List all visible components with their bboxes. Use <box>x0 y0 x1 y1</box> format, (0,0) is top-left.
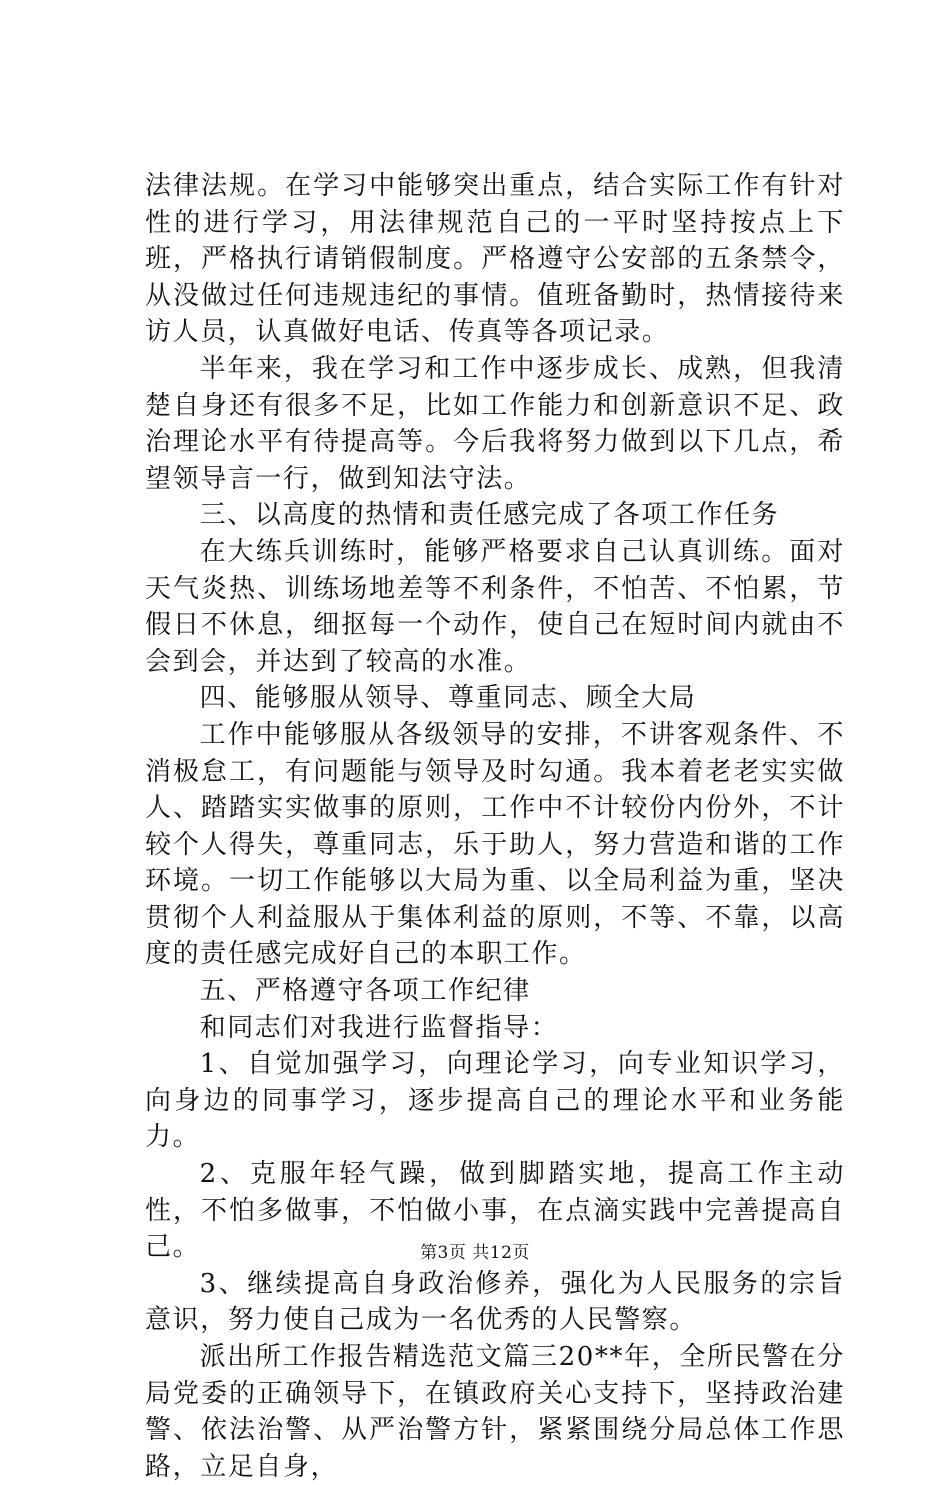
paragraph-training: 在大练兵训练时，能够严格要求自己认真训练。面对天气炎热、训练场地差等不利条件，不怕苦、不怕累，节假日不休息，细抠每一个动作，使自己在短时间内就由不会到会，并达到了较高的水准。 <box>145 536 845 677</box>
paragraph-report-article-three: 派出所工作报告精选范文篇三20**年，全所民警在分局党委的正确领导下，在镇政府关心支持下，坚持政治建警、依法治警、从严治警方针，紧紧围绕分局总体工作思路，立足自身， <box>145 1342 845 1482</box>
section-heading-three: 三、以高度的热情和责任感完成了各项工作任务 <box>199 500 780 531</box>
document-body <box>145 168 845 1485</box>
list-item-2: 2、克服年轻气躁，做到脚踏实地，提高工作主动性，不怕多做事，不怕做小事，在点滴实践中完善提高自己。 <box>145 1159 845 1263</box>
page-footer: 第3页 共12页 <box>420 1243 530 1263</box>
paragraph-continuation: 法律法规。在学习中能够突出重点，结合实际工作有针对性的进行学习，用法律规范自己的一平时坚持按点上下班，严格执行请销假制度。严格遵守公安部的五条禁令，从没做过任何违规违纪的事情。值班备勤时，热情接待来访人员，认真做好电话、传真等各项记录。 <box>145 171 845 348</box>
paragraph-obey-leadership: 工作中能够服从各级领导的安排，不讲客观条件、不消极怠工，有问题能与领导及时勾通。我本着老老实实做人、踏踏实实做事的原则，工作中不计较份内份外，不计较个人得失，尊重同志，乐于助人，努力营造和谐的工作环境。一切工作能够以大局为重、以全局利益为重，坚决贯彻个人利益服从于集体利益的原则，不等、不靠，以高度的责任感完成好自己的本职工作。 <box>145 719 845 970</box>
list-item-1: 1、自觉加强学习，向理论学习，向专业知识学习，向身边的同事学习，逐步提高自己的理论水平和业务能力。 <box>145 1049 845 1153</box>
section-heading-four: 四、能够服从领导、尊重同志、顾全大局 <box>199 683 697 714</box>
paragraph-half-year-summary: 半年来，我在学习和工作中逐步成长、成熟，但我清楚自身还有很多不足，比如工作能力和创新意识不足、政治理论水平有待提高等。今后我将努力做到以下几点，希望领导言一行，做到知法守法。 <box>145 353 845 494</box>
paragraph-supervision: 和同志们对我进行监督指导： <box>199 1012 559 1043</box>
section-heading-five: 五、严格遵守各项工作纪律 <box>199 976 531 1007</box>
list-item-3: 3、继续提高自身政治修养，强化为人民服务的宗旨意识，努力使自己成为一名优秀的人民警察。 <box>145 1268 845 1336</box>
